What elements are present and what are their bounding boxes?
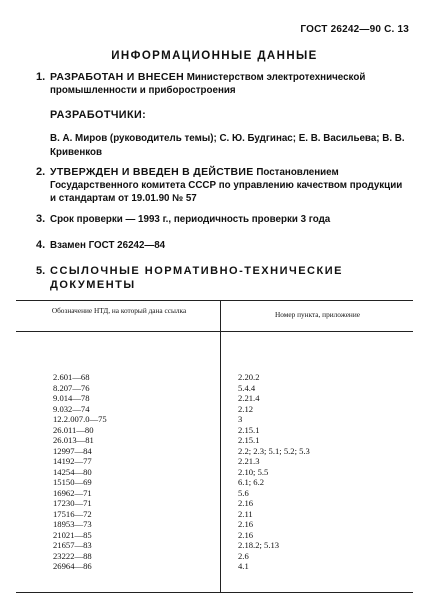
table-cell-document: 2.601—68: [53, 372, 90, 382]
table-cell-clause: 5.6: [238, 487, 249, 498]
table-cell-clause: 2.21.3: [238, 456, 260, 466]
reference-table: [16, 300, 413, 593]
table-cell-document: 15150—69: [53, 477, 92, 487]
table-cell-document: 21021—85: [53, 529, 92, 540]
table-cell-document: 14254—80: [53, 466, 92, 477]
section-5: [36, 264, 411, 292]
section-number: 5.: [36, 265, 46, 277]
column-documents: [16, 332, 221, 592]
developers-heading: РАЗРАБОТЧИКИ:: [50, 109, 147, 121]
table-cell-document: 14192—77: [53, 456, 92, 466]
section-heading: ССЫЛОЧНЫЕ НОРМАТИВНО-ТЕХНИЧЕСКИЕ ДОКУМЕНТЫ: [50, 265, 343, 291]
section-text: Министерством электротехнической промышленности и приборостроения: [50, 72, 366, 96]
table-cell-clause: 2.15.1: [238, 424, 260, 435]
section-1: [36, 71, 409, 97]
page-header-code: ГОСТ 26242—90 С. 13: [300, 24, 409, 35]
section-3: [36, 213, 409, 226]
section-2: [36, 166, 409, 205]
table-cell-document: 26964—86: [53, 561, 92, 571]
table-cell-clause: 2.16: [238, 529, 254, 540]
table-cell-clause: 6.1; 6.2: [238, 477, 265, 487]
column-clauses: [221, 332, 413, 592]
table-cell-clause: 2.12: [238, 403, 254, 414]
table-cell-clause: 2.11: [238, 508, 253, 519]
section-number: 1.: [36, 71, 46, 83]
table-cell-clause: 2.6: [238, 550, 249, 561]
table-cell-clause: 5.4.4: [238, 382, 256, 393]
section-heading: УТВЕРЖДЕН И ВВЕДЕН В ДЕЙСТВИЕ: [50, 166, 254, 178]
table-cell-document: 17230—71: [53, 498, 92, 508]
section-number: 2.: [36, 166, 46, 178]
section-number: 4.: [36, 239, 46, 251]
table-cell-clause: 2.2; 2.3; 5.1; 5.2; 5.3: [238, 445, 310, 456]
section-text: Срок проверки — 1993 г., периодичность проверки 3 года: [50, 214, 331, 225]
section-text: Постановлением Государственного комитета СССР по управлению качеством продукции и стандартам от 19.01.90 № 57: [50, 167, 403, 204]
table-header: [16, 301, 413, 332]
section-heading: РАЗРАБОТАН И ВНЕСЕН: [50, 71, 184, 83]
table-cell-document: 18953—73: [53, 519, 92, 529]
table-cell-document: 9.032—74: [53, 403, 90, 414]
column-header-document: Обозначение НТД, на который дана ссылка: [16, 301, 221, 331]
table-cell-document: 21657—83: [53, 540, 92, 550]
table-cell-clause: 2.21.4: [238, 393, 260, 403]
section-number: 3.: [36, 213, 46, 225]
table-cell-clause: 2.20.2: [238, 372, 260, 382]
table-cell-document: 26.011—80: [53, 424, 94, 435]
section-text: Взамен ГОСТ 26242—84: [50, 240, 166, 251]
table-cell-document: 16962—71: [53, 487, 92, 498]
table-cell-clause: 2.16: [238, 519, 254, 529]
table-cell-document: 9.014—78: [53, 393, 90, 403]
table-cell-document: 17516—72: [53, 508, 92, 519]
table-body: [16, 332, 413, 592]
section-4: [36, 239, 409, 252]
developers-list: В. А. Миров (руководитель темы); С. Ю. Будгинас; Е. В. Васильева; В. В. Кривенков: [50, 133, 405, 158]
page-title: ИНФОРМАЦИОННЫЕ ДАННЫЕ: [111, 50, 318, 62]
table-cell-document: 8.207—76: [53, 382, 90, 393]
table-cell-clause: 2.18.2; 5.13: [238, 540, 280, 550]
table-cell-clause: 4.1: [238, 561, 249, 571]
table-cell-clause: 2.16: [238, 498, 254, 508]
table-cell-document: 23222—88: [53, 550, 92, 561]
column-header-clause: Номер пункта, приложение: [275, 310, 360, 319]
table-cell-document: 26.013—81: [53, 435, 94, 445]
table-cell-clause: 2.15.1: [238, 435, 260, 445]
table-cell-clause: 3: [238, 414, 243, 424]
table-cell-clause: 2.10; 5.5: [238, 466, 269, 477]
table-cell-document: 12.2.007.0—75: [53, 414, 107, 424]
table-cell-document: 12997—84: [53, 445, 92, 456]
